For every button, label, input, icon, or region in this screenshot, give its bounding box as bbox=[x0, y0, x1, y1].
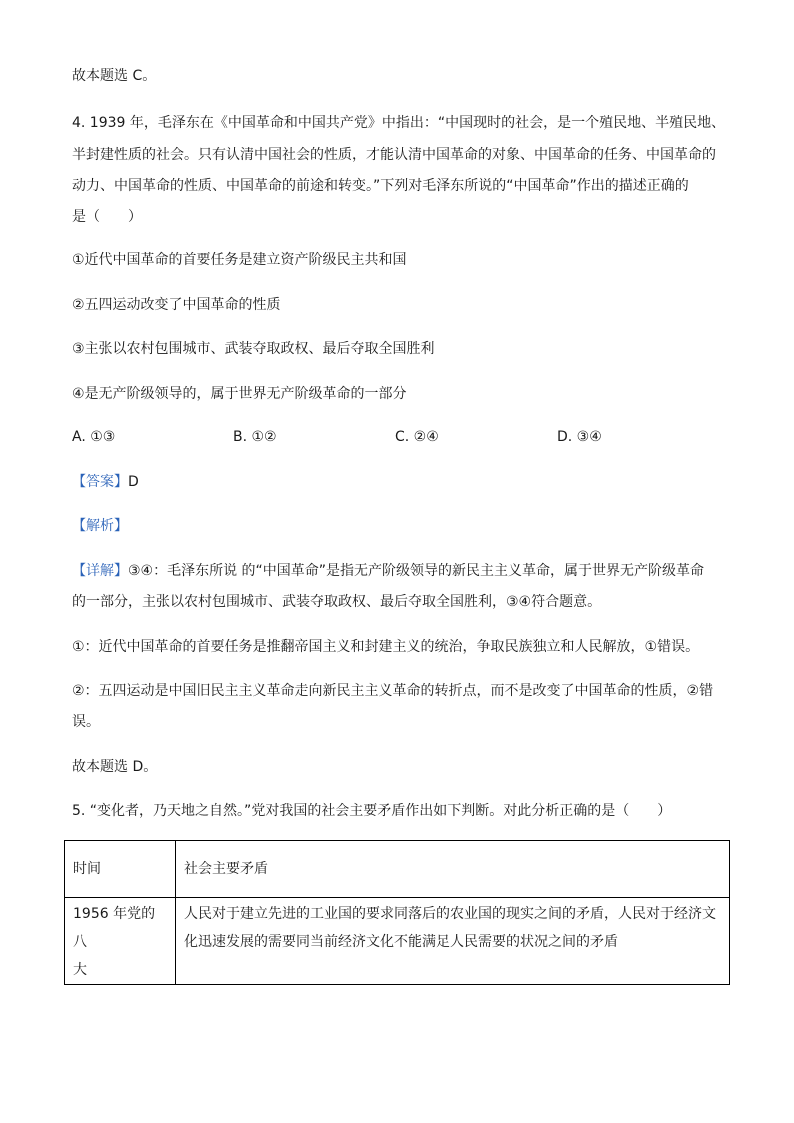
q4-option-b: B. ①② bbox=[233, 429, 277, 445]
detail-text-1: ③④：毛泽东所说 的“中国革命”是指无产阶级领导的新民主主义革命，属于世界无产阶级革命 bbox=[128, 563, 705, 579]
table-row bbox=[65, 898, 730, 985]
answer-value: D bbox=[128, 474, 139, 490]
answer-tag: 【答案】 bbox=[72, 474, 128, 490]
time-line-2: 大 bbox=[73, 962, 87, 978]
table-header-time: 时间 bbox=[65, 841, 176, 898]
content-line-1: 人民对于建立先进的工业国的要求同落后的农业国的现实之间的矛盾，人民对于经济文 bbox=[184, 906, 716, 922]
q4-detail-line-3: ①：近代中国革命的首要任务是推翻帝国主义和封建主义的统治，争取民族独立和人民解放，①错误。 bbox=[72, 639, 700, 655]
q4-statement-3: ③主张以农村包围城市、武装夺取政权、最后夺取全国胜利 bbox=[72, 341, 435, 357]
q5-stem: 5. “变化者，乃天地之自然。”党对我国的社会主要矛盾作出如下判断。对此分析正确的是（ ） bbox=[72, 803, 672, 819]
content-line-2: 化迅速发展的需要同当前经济文化不能满足人民需要的状况之间的矛盾 bbox=[184, 934, 618, 950]
q4-statement-1: ①近代中国革命的首要任务是建立资产阶级民主共和国 bbox=[72, 252, 407, 268]
table-header-row bbox=[65, 841, 730, 898]
q5-table bbox=[64, 840, 730, 985]
q4-statement-2: ②五四运动改变了中国革命的性质 bbox=[72, 297, 281, 313]
previous-conclusion: 故本题选 C。 bbox=[72, 68, 157, 84]
q4-option-d: D. ③④ bbox=[557, 429, 602, 445]
q4-conclusion: 故本题选 D。 bbox=[72, 759, 158, 775]
q4-analysis-tag bbox=[72, 516, 128, 536]
q4-stem-line-4: 是（ ） bbox=[72, 209, 142, 225]
q4-detail-line-2: 的一部分，主张以农村包围城市、武装夺取政权、最后夺取全国胜利，③④符合题意。 bbox=[72, 594, 602, 610]
table-header-contradiction: 社会主要矛盾 bbox=[176, 841, 730, 898]
table-cell-time bbox=[65, 898, 176, 985]
q4-option-a: A. ①③ bbox=[72, 429, 116, 445]
q4-stem-line-2: 半封建性质的社会。只有认清中国社会的性质，才能认清中国革命的对象、中国革命的任务、中国革命的 bbox=[72, 147, 716, 163]
q4-statement-4: ④是无产阶级领导的，属于世界无产阶级革命的一部分 bbox=[72, 386, 407, 402]
q4-detail-line-1 bbox=[72, 561, 704, 581]
q4-stem-line-1: 4. 1939 年，毛泽东在《中国革命和中国共产党》中指出：“中国现时的社会，是一个殖民地、半殖民地、 bbox=[72, 115, 726, 131]
q4-option-c: C. ②④ bbox=[395, 429, 439, 445]
detail-tag: 【详解】 bbox=[72, 563, 128, 579]
q4-stem-line-3: 动力、中国革命的性质、中国革命的前途和转变。”下列对毛泽东所说的“中国革命”作出的描述正确的 bbox=[72, 178, 689, 194]
analysis-tag: 【解析】 bbox=[72, 518, 128, 534]
q4-answer bbox=[72, 472, 139, 492]
q4-detail-line-4: ②：五四运动是中国旧民主主义革命走向新民主主义革命的转折点，而不是改变了中国革命的性质，②错 bbox=[72, 683, 714, 699]
q4-detail-line-5: 误。 bbox=[72, 714, 100, 730]
time-line-1: 1956 年党的八 bbox=[73, 906, 156, 950]
table-cell-contradiction bbox=[176, 898, 730, 985]
